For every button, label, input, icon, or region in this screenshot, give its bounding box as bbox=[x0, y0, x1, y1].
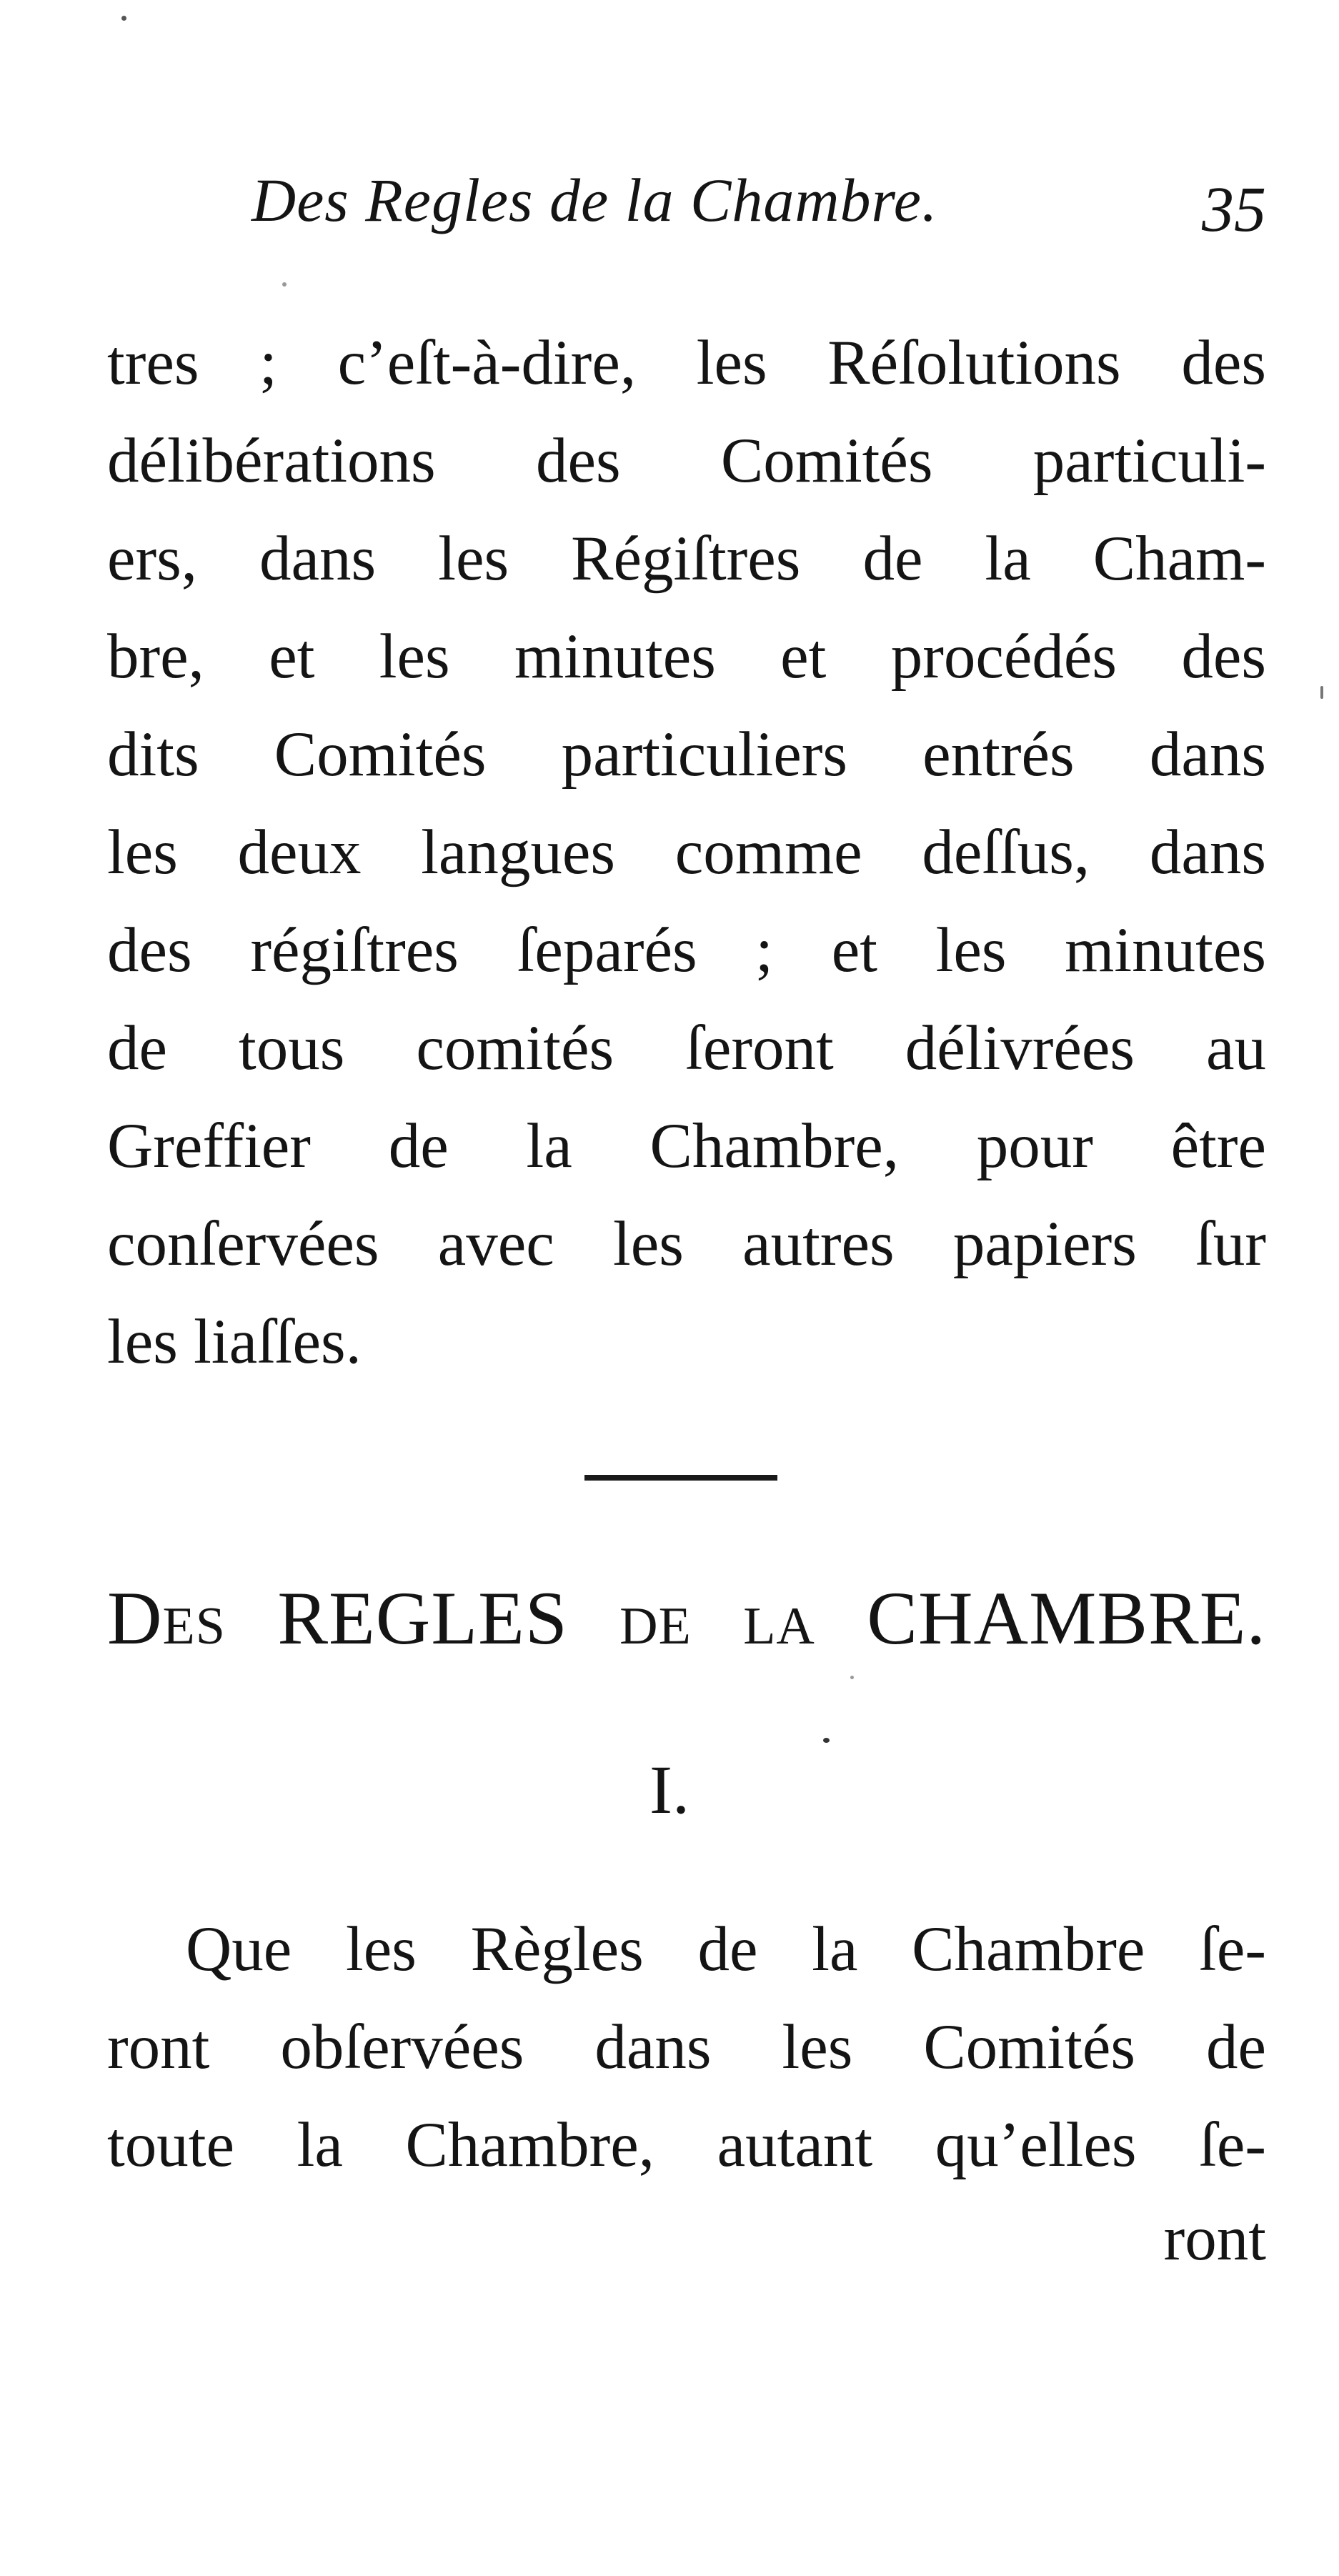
ink-speck bbox=[121, 16, 126, 21]
text-line: ront obſervées dans les Comités de bbox=[107, 2012, 1266, 2082]
section-heading: Des REGLES de la CHAMBRE. bbox=[107, 1576, 1266, 1660]
text-line: de tous comités ſeront délivrées au bbox=[107, 1013, 1266, 1083]
ink-speck bbox=[1320, 686, 1323, 699]
catchword: ront bbox=[1163, 2204, 1266, 2274]
page-number: 35 bbox=[1202, 174, 1266, 245]
text-line: les liaſſes. bbox=[107, 1307, 362, 1377]
text-line: délibérations des Comités particuli- bbox=[107, 426, 1266, 496]
rule-paragraph bbox=[107, 1901, 1266, 2194]
text-line: ers, dans les Régiſtres de la Cham- bbox=[107, 524, 1266, 594]
rule-number: I. bbox=[649, 1751, 690, 1828]
text-line: tres ; c’eſt-à-dire, les Réſolutions des bbox=[107, 328, 1266, 398]
ink-speck bbox=[282, 282, 287, 287]
text-line: toute la Chambre, autant qu’elles ſe- bbox=[107, 2110, 1266, 2180]
text-line: des régiſtres ſeparés ; et les minutes bbox=[107, 915, 1266, 985]
text-line: dits Comités particuliers entrés dans bbox=[107, 720, 1266, 790]
section-divider bbox=[584, 1475, 777, 1481]
running-title: Des Regles de la Chambre. bbox=[252, 166, 938, 234]
ink-speck bbox=[850, 1676, 854, 1679]
text-line: Que les Règles de la Chambre ſe- bbox=[186, 1914, 1266, 1984]
text-line: les deux langues comme deſſus, dans bbox=[107, 817, 1266, 887]
body-paragraph bbox=[107, 314, 1266, 1391]
text-line: conſervées avec les autres papiers ſur bbox=[107, 1209, 1266, 1279]
text-line: Greffier de la Chambre, pour être bbox=[107, 1111, 1266, 1181]
running-header bbox=[252, 161, 1266, 247]
text-line: bre, et les minutes et procédés des bbox=[107, 622, 1266, 692]
ink-speck bbox=[823, 1738, 830, 1743]
